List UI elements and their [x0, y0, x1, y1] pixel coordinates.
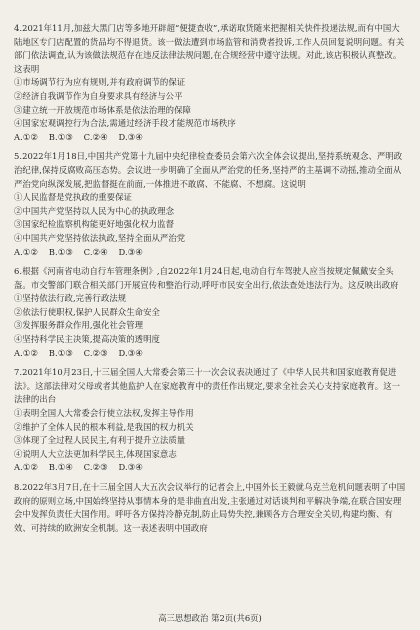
- option-3: ③发挥服务群众作用,强化社会管理: [14, 320, 144, 331]
- answer-choices: A.①② B.①④ C.②③ D.③④: [14, 462, 143, 473]
- option-4: ④国家宏观调控行为合法,需通过经济手段才能规范市场秩序: [14, 118, 236, 129]
- page-footer: 高三思想政治 第2页(共6页): [158, 613, 262, 623]
- option-4: ④坚持科学民主决策,提高决策的透明度: [14, 334, 160, 345]
- answer-choices: A.①② B.①③ C.②③ D.③④: [14, 347, 143, 358]
- option-2: ②经济自我调节作为自身要求具有经济与公平: [14, 90, 183, 101]
- answer-choices: A.①② B.①③ C.②④ D.③④: [14, 246, 143, 257]
- option-1: ①市场调节行为应有规则,并有政府调节的保证: [14, 77, 186, 88]
- option-4: ④说明人大立法更加科学民主,体现国家意志: [14, 448, 177, 459]
- question-7: [14, 366, 406, 475]
- question-stem: 6.根据《河南省电动自行车管理条例》,自2022年1月24日起,电动自行车驾驶人应当按规定佩戴安全头盔。市交警部门联合相关部门开展宣传和整治行动,呼吁市民安全出行,依法查处违法行为。这反映出政府: [14, 266, 399, 290]
- option-3: ③国家纪检监察机构能更好地强化权力监督: [14, 219, 175, 230]
- option-2: ②中国共产党坚持以人民为中心的执政理念: [14, 205, 175, 216]
- option-1: ①表明全国人大常委会行使立法权,发挥主导作用: [14, 408, 194, 419]
- answer-choices: A.①② B.①③ C.②④ D.③④: [14, 131, 143, 142]
- option-3: ③建立统一开放规范市场体系是依法治理的保障: [14, 104, 191, 115]
- question-stem: 5.2022年1月18日,中国共产党第十九届中央纪律检查委员会第六次全体会议提出,坚持系统观念、严明政治纪律,保持反腐败高压态势。会议进一步明确了全面从严治党的任务,坚持严的主基调不动摇,推动全面从严治党向纵深发展,把监督挺在前面,一体推进不敢腐、不能腐、不想腐。这说明: [14, 151, 403, 189]
- option-4: ④中国共产党坚持依法执政,坚持全面从严治党: [14, 232, 186, 243]
- question-8: [14, 481, 406, 535]
- option-2: ②维护了全体人民的根本利益,是我国的权力机关: [14, 421, 194, 432]
- option-1: ①人民监督是党执政的重要保证: [14, 192, 132, 203]
- question-5: [14, 150, 406, 259]
- option-3: ③体现了全过程人民民主,有利于提升立法质量: [14, 435, 186, 446]
- question-4: [14, 22, 406, 144]
- question-stem: 7.2021年10月23日,十三届全国人大常委会第三十一次会议表决通过了《中华人民共和国家庭教育促进法》。这部法律对父母或者其他监护人在家庭教育中的责任作出规定,要求全社会关心支持家庭教育。这一法律的出台: [14, 367, 401, 405]
- question-stem: 8.2022年3月7日,在十三届全国人大五次会议举行的记者会上,中国外长王毅就乌克兰危机问题表明了中国政府的原则立场,中国始终坚持从事情本身的是非曲直出发,主张通过对话谈判和平解决争端,在联合国安理会中发挥负责任大国作用。呼吁各方保持冷静克制,防止局势失控,兼顾各方合理安全关切,构建均衡、有效、可持续的欧洲安全机制。这一表述表明中国政府: [14, 482, 406, 533]
- option-1: ①坚持依法行政,完善行政法规: [14, 293, 127, 304]
- option-2: ②依法行使职权,保护人民群众生命安全: [14, 306, 160, 317]
- question-stem: 4.2021年11月,加兹大黑门店等多地开辟超“便捷查收”,承诺取货随来把握相关快件投递法规,而有中国大陆地区专门店配置的货品均不得退货。该一做法遭到市场监管和消费者投诉,工作人员回复说明问题。有关部门依法调查,认为该做法规范存在违反法律法规问题,在合规经营中遵守法规。对此,该店积极认真整改。这表明: [14, 23, 405, 74]
- question-6: [14, 265, 406, 360]
